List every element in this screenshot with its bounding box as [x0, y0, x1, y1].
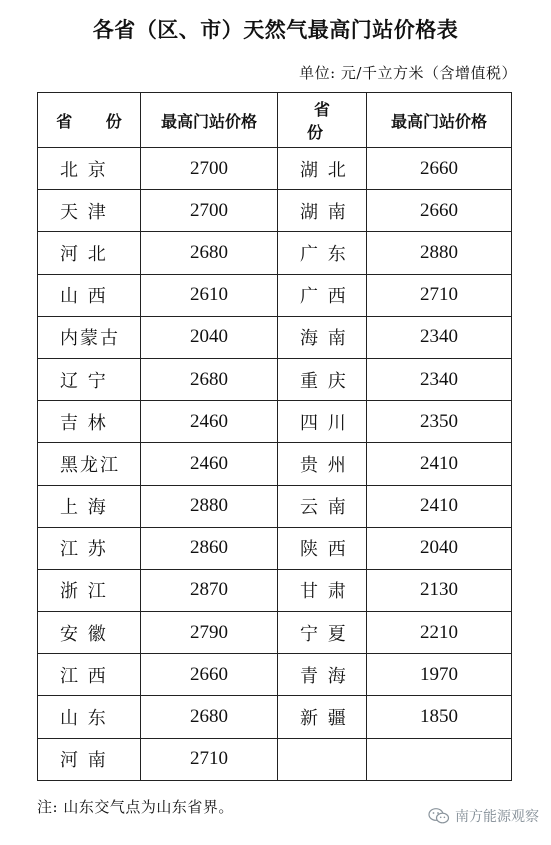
- header-price-right: 最高门站价格: [367, 93, 512, 148]
- table-row: [38, 316, 512, 358]
- province-cell-right: 云 南: [278, 485, 367, 527]
- province-cell-right: 新 疆: [278, 696, 367, 738]
- province-cell-left: 河 南: [38, 738, 141, 780]
- province-cell-right: 四 川: [278, 401, 367, 443]
- price-cell-right: 2880: [367, 232, 512, 274]
- province-cell-right: [278, 738, 367, 780]
- price-cell-right: 2350: [367, 401, 512, 443]
- province-cell-right: 广 东: [278, 232, 367, 274]
- province-cell-left: 山 西: [38, 274, 141, 316]
- price-cell-right: 2410: [367, 485, 512, 527]
- table-row: [38, 612, 512, 654]
- province-cell-left: 黑龙江: [38, 443, 141, 485]
- table-row: [38, 738, 512, 780]
- footnote: 注: 山东交气点为山东省界。: [37, 798, 234, 816]
- price-cell-left: 2660: [141, 654, 278, 696]
- price-cell-right: 2710: [367, 274, 512, 316]
- header-price-left: 最高门站价格: [141, 93, 278, 148]
- price-cell-left: 2460: [141, 443, 278, 485]
- price-cell-left: 2870: [141, 569, 278, 611]
- province-cell-right: 重 庆: [278, 358, 367, 400]
- price-cell-right: 2040: [367, 527, 512, 569]
- table-row: [38, 358, 512, 400]
- province-cell-right: 陕 西: [278, 527, 367, 569]
- price-cell-right: 2130: [367, 569, 512, 611]
- province-cell-right: 海 南: [278, 316, 367, 358]
- province-cell-left: 河 北: [38, 232, 141, 274]
- province-cell-left: 浙 江: [38, 569, 141, 611]
- price-cell-right: 2340: [367, 316, 512, 358]
- table-row: [38, 527, 512, 569]
- price-cell-left: 2700: [141, 190, 278, 232]
- province-cell-right: 湖 南: [278, 190, 367, 232]
- price-cell-left: 2680: [141, 696, 278, 738]
- price-cell-right: 2210: [367, 612, 512, 654]
- header-province-left: 省 份: [38, 93, 141, 148]
- province-cell-left: 山 东: [38, 696, 141, 738]
- price-cell-right: 1970: [367, 654, 512, 696]
- price-cell-right: 2660: [367, 190, 512, 232]
- price-cell-left: 2880: [141, 485, 278, 527]
- table-row: [38, 654, 512, 696]
- price-cell-right: 2660: [367, 148, 512, 190]
- province-cell-right: 宁 夏: [278, 612, 367, 654]
- price-cell-left: 2680: [141, 358, 278, 400]
- province-cell-right: 贵 州: [278, 443, 367, 485]
- province-cell-left: 北 京: [38, 148, 141, 190]
- province-cell-left: 江 西: [38, 654, 141, 696]
- province-cell-right: 湖 北: [278, 148, 367, 190]
- table-row: [38, 148, 512, 190]
- province-cell-left: 吉 林: [38, 401, 141, 443]
- price-cell-left: 2610: [141, 274, 278, 316]
- price-cell-left: 2860: [141, 527, 278, 569]
- province-cell-right: 广 西: [278, 274, 367, 316]
- price-cell-right: 1850: [367, 696, 512, 738]
- price-cell-left: 2460: [141, 401, 278, 443]
- table-row: [38, 274, 512, 316]
- header-province-right: 省 份: [278, 93, 367, 148]
- price-cell-left: 2710: [141, 738, 278, 780]
- table-row: [38, 443, 512, 485]
- province-cell-left: 上 海: [38, 485, 141, 527]
- price-cell-left: 2040: [141, 316, 278, 358]
- unit-label: 单位: 元/千立方米（含增值税）: [299, 64, 517, 82]
- province-cell-left: 安 徽: [38, 612, 141, 654]
- price-cell-right: 2340: [367, 358, 512, 400]
- province-cell-left: 天 津: [38, 190, 141, 232]
- province-cell-left: 江 苏: [38, 527, 141, 569]
- table-row: [38, 485, 512, 527]
- page-title: 各省（区、市）天然气最高门站价格表: [92, 18, 459, 42]
- table-row: [38, 401, 512, 443]
- price-cell-right: 2410: [367, 443, 512, 485]
- table-row: [38, 569, 512, 611]
- watermark: [428, 806, 539, 826]
- province-cell-right: 青 海: [278, 654, 367, 696]
- price-cell-left: 2700: [141, 148, 278, 190]
- price-cell-left: 2680: [141, 232, 278, 274]
- table-row: [38, 696, 512, 738]
- province-cell-left: 内蒙古: [38, 316, 141, 358]
- province-cell-left: 辽 宁: [38, 358, 141, 400]
- price-table: [37, 92, 512, 781]
- table-row: [38, 232, 512, 274]
- table-header-row: [38, 93, 512, 148]
- province-cell-right: 甘 肃: [278, 569, 367, 611]
- wechat-icon: [428, 807, 450, 825]
- watermark-text: 南方能源观察: [455, 809, 539, 825]
- price-cell-right: [367, 738, 512, 780]
- table-row: [38, 190, 512, 232]
- price-cell-left: 2790: [141, 612, 278, 654]
- table-body: [38, 148, 512, 781]
